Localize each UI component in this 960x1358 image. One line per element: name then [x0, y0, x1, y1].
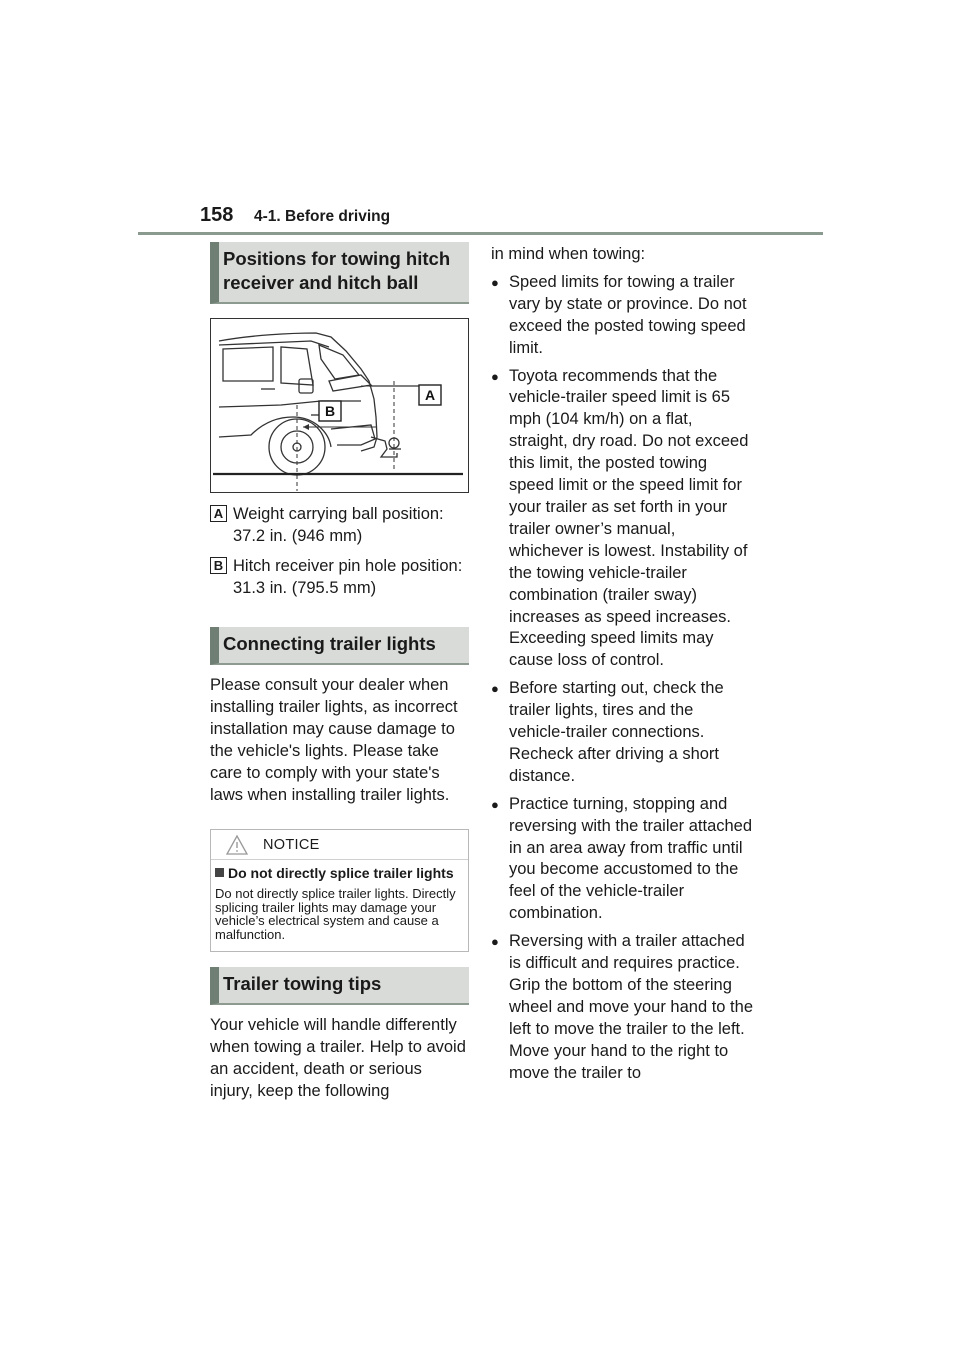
tip-text: Toyota recommends that the vehicle-trailer speed limit is 65 mph (104 km/h) on a flat, straight, dry road. Do not exceed this limit, the posted towing speed limit or the speed limit for your trailer as set forth in your trailer owner’s manual, whichever is lowest. Instability of the towing vehicle-trailer combination (trailer sway) increases as speed increases. Exceeding speed limits may cause loss of control.	[509, 366, 749, 670]
label-text-a: Weight carrying ball position: 37.2 in. (946 mm)	[233, 505, 444, 545]
notice-header	[211, 830, 468, 860]
tip-bullet-1	[491, 272, 753, 360]
right-column	[491, 242, 753, 1085]
tip-bullet-2	[491, 366, 753, 673]
tip-text: Before starting out, check the trailer lights, tires and the vehicle-trailer connections. Recheck after driving a short distance.	[509, 679, 724, 785]
section-heading-connecting: Connecting trailer lights	[210, 627, 469, 665]
bullet-icon: ●	[491, 681, 499, 697]
tip-text: Reversing with a trailer attached is difficult and requires practice. Grip the bottom of the steering wheel and move your hand to the left to move the trailer to the left. Move your hand to the right to move the trailer to	[509, 932, 753, 1082]
tip-bullet-4	[491, 794, 753, 925]
figure-label-a: A	[424, 387, 436, 403]
tips-intro-paragraph: Your vehicle will handle differently when towing a trailer. Help to avoid an accident, death or serious injury, keep the following	[210, 1016, 466, 1101]
left-column	[210, 242, 469, 1103]
notice-subtitle	[211, 860, 468, 881]
hitch-position-illustration	[210, 318, 469, 493]
tip-text: Practice turning, stopping and reversing with the trailer attached in an area away from traffic until you become accustomed to the feel of the vehicle-trailer combination.	[509, 794, 753, 923]
label-item-b	[210, 555, 469, 599]
bullet-icon: ●	[491, 796, 499, 812]
bullet-icon: ●	[491, 368, 499, 384]
connecting-paragraph: Please consult your dealer when installing trailer lights, as incorrect installation may cause damage to the vehicle's lights. Please take care to comply with your state's laws when installing trailer lights.	[210, 676, 458, 804]
notice-box	[210, 829, 469, 952]
tip-bullet-3	[491, 678, 753, 788]
section-heading-tips: Trailer towing tips	[210, 967, 469, 1005]
square-bullet-icon	[215, 868, 224, 877]
label-item-a	[210, 503, 469, 547]
notice-title: NOTICE	[263, 836, 320, 853]
section-heading-positions: Positions for towing hitch receiver and hitch ball	[210, 242, 469, 304]
bullet-icon: ●	[491, 934, 499, 950]
tips-intro-continued: in mind when towing:	[491, 245, 646, 263]
notice-subtitle-text: Do not directly splice trailer lights	[228, 865, 454, 882]
figure-label-b: B	[324, 403, 336, 419]
bullet-icon: ●	[491, 274, 499, 290]
tip-bullet-5	[491, 931, 753, 1084]
label-text-b: Hitch receiver pin hole position: 31.3 in. (795.5 mm)	[233, 557, 463, 597]
page-number: 158	[200, 204, 234, 226]
label-badge-a: A	[210, 505, 227, 522]
label-badge-b: B	[210, 557, 227, 574]
notice-body: Do not directly splice trailer lights. Directly splicing trailer lights may damage your vehicle’s electrical system and cause a malfunction.	[215, 886, 456, 942]
warning-triangle-icon	[225, 834, 249, 856]
tip-text: Speed limits for towing a trailer vary by state or province. Do not exceed the posted towing speed limit.	[509, 272, 747, 357]
section-path: 4-1. Before driving	[254, 208, 391, 225]
header-rule	[138, 232, 823, 235]
vehicle-rear-diagram	[211, 319, 470, 494]
